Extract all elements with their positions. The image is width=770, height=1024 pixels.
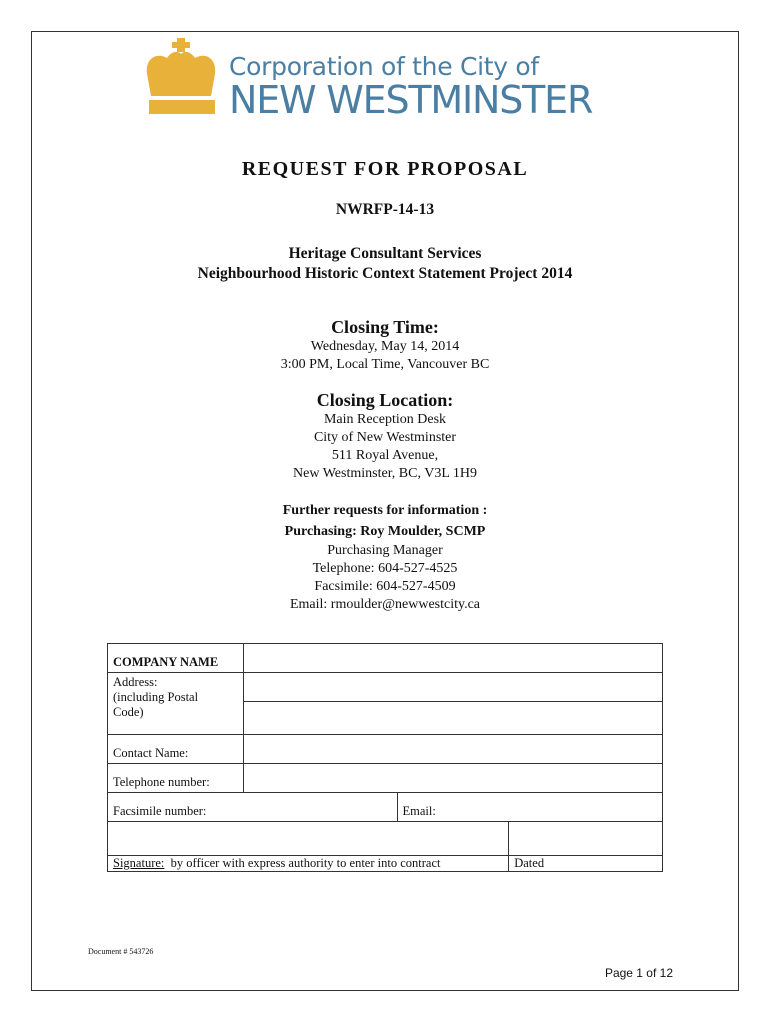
company-info-form (107, 643, 663, 872)
document-number: Document # 543726 (88, 947, 154, 956)
closing-location-heading: Closing Location: (316, 390, 454, 410)
signature-field[interactable] (108, 822, 509, 856)
project-title-line-1: Heritage Consultant Services (288, 245, 482, 262)
telephone-field[interactable] (243, 764, 662, 793)
rfp-number: NWRFP-14-13 (335, 201, 435, 218)
dated-field[interactable] (509, 822, 663, 856)
contact-title: Purchasing Manager (327, 543, 443, 558)
contact-facsimile: Facsimile: 604-527-4509 (314, 579, 456, 594)
company-name-field[interactable] (243, 644, 662, 673)
location-line: New Westminster, BC, V3L 1H9 (293, 466, 477, 481)
facsimile-label: Facsimile number: (108, 793, 244, 822)
telephone-label: Telephone number: (108, 764, 244, 793)
city-logo (141, 36, 631, 126)
dated-label: Dated (509, 856, 663, 872)
logo-line-2: NEW WESTMINSTER (229, 78, 593, 122)
contact-email: Email: rmoulder@newwestcity.ca (289, 597, 481, 612)
closing-date: Wednesday, May 14, 2014 (310, 339, 460, 354)
address-label: Address: (including Postal Code) (108, 673, 244, 735)
location-line: City of New Westminster (313, 430, 457, 445)
facsimile-field[interactable] (243, 793, 397, 822)
email-label: Email: (402, 804, 436, 818)
crown-icon (141, 36, 223, 118)
rfp-title: REQUEST FOR PROPOSAL (241, 158, 529, 180)
closing-time: 3:00 PM, Local Time, Vancouver BC (280, 357, 490, 372)
closing-time-heading: Closing Time: (331, 317, 439, 337)
address-field[interactable] (243, 673, 662, 735)
signature-label: Signature: by officer with express authority to enter into contract (108, 856, 509, 872)
info-request-heading: Further requests for information : (282, 503, 488, 518)
email-field[interactable] (397, 793, 663, 822)
logo-line-1: Corporation of the City of (229, 52, 539, 81)
location-line: 511 Royal Avenue, (331, 448, 439, 463)
contact-telephone: Telephone: 604-527-4525 (312, 561, 458, 576)
contact-name-field[interactable] (243, 735, 662, 764)
company-name-label: COMPANY NAME (108, 644, 244, 673)
contact-name: Purchasing: Roy Moulder, SCMP (284, 524, 486, 539)
page-number: Page 1 of 12 (604, 966, 673, 980)
contact-name-label: Contact Name: (108, 735, 244, 764)
location-line: Main Reception Desk (323, 412, 447, 427)
project-title-line-2: Neighbourhood Historic Context Statement Project 2014 (197, 265, 573, 282)
